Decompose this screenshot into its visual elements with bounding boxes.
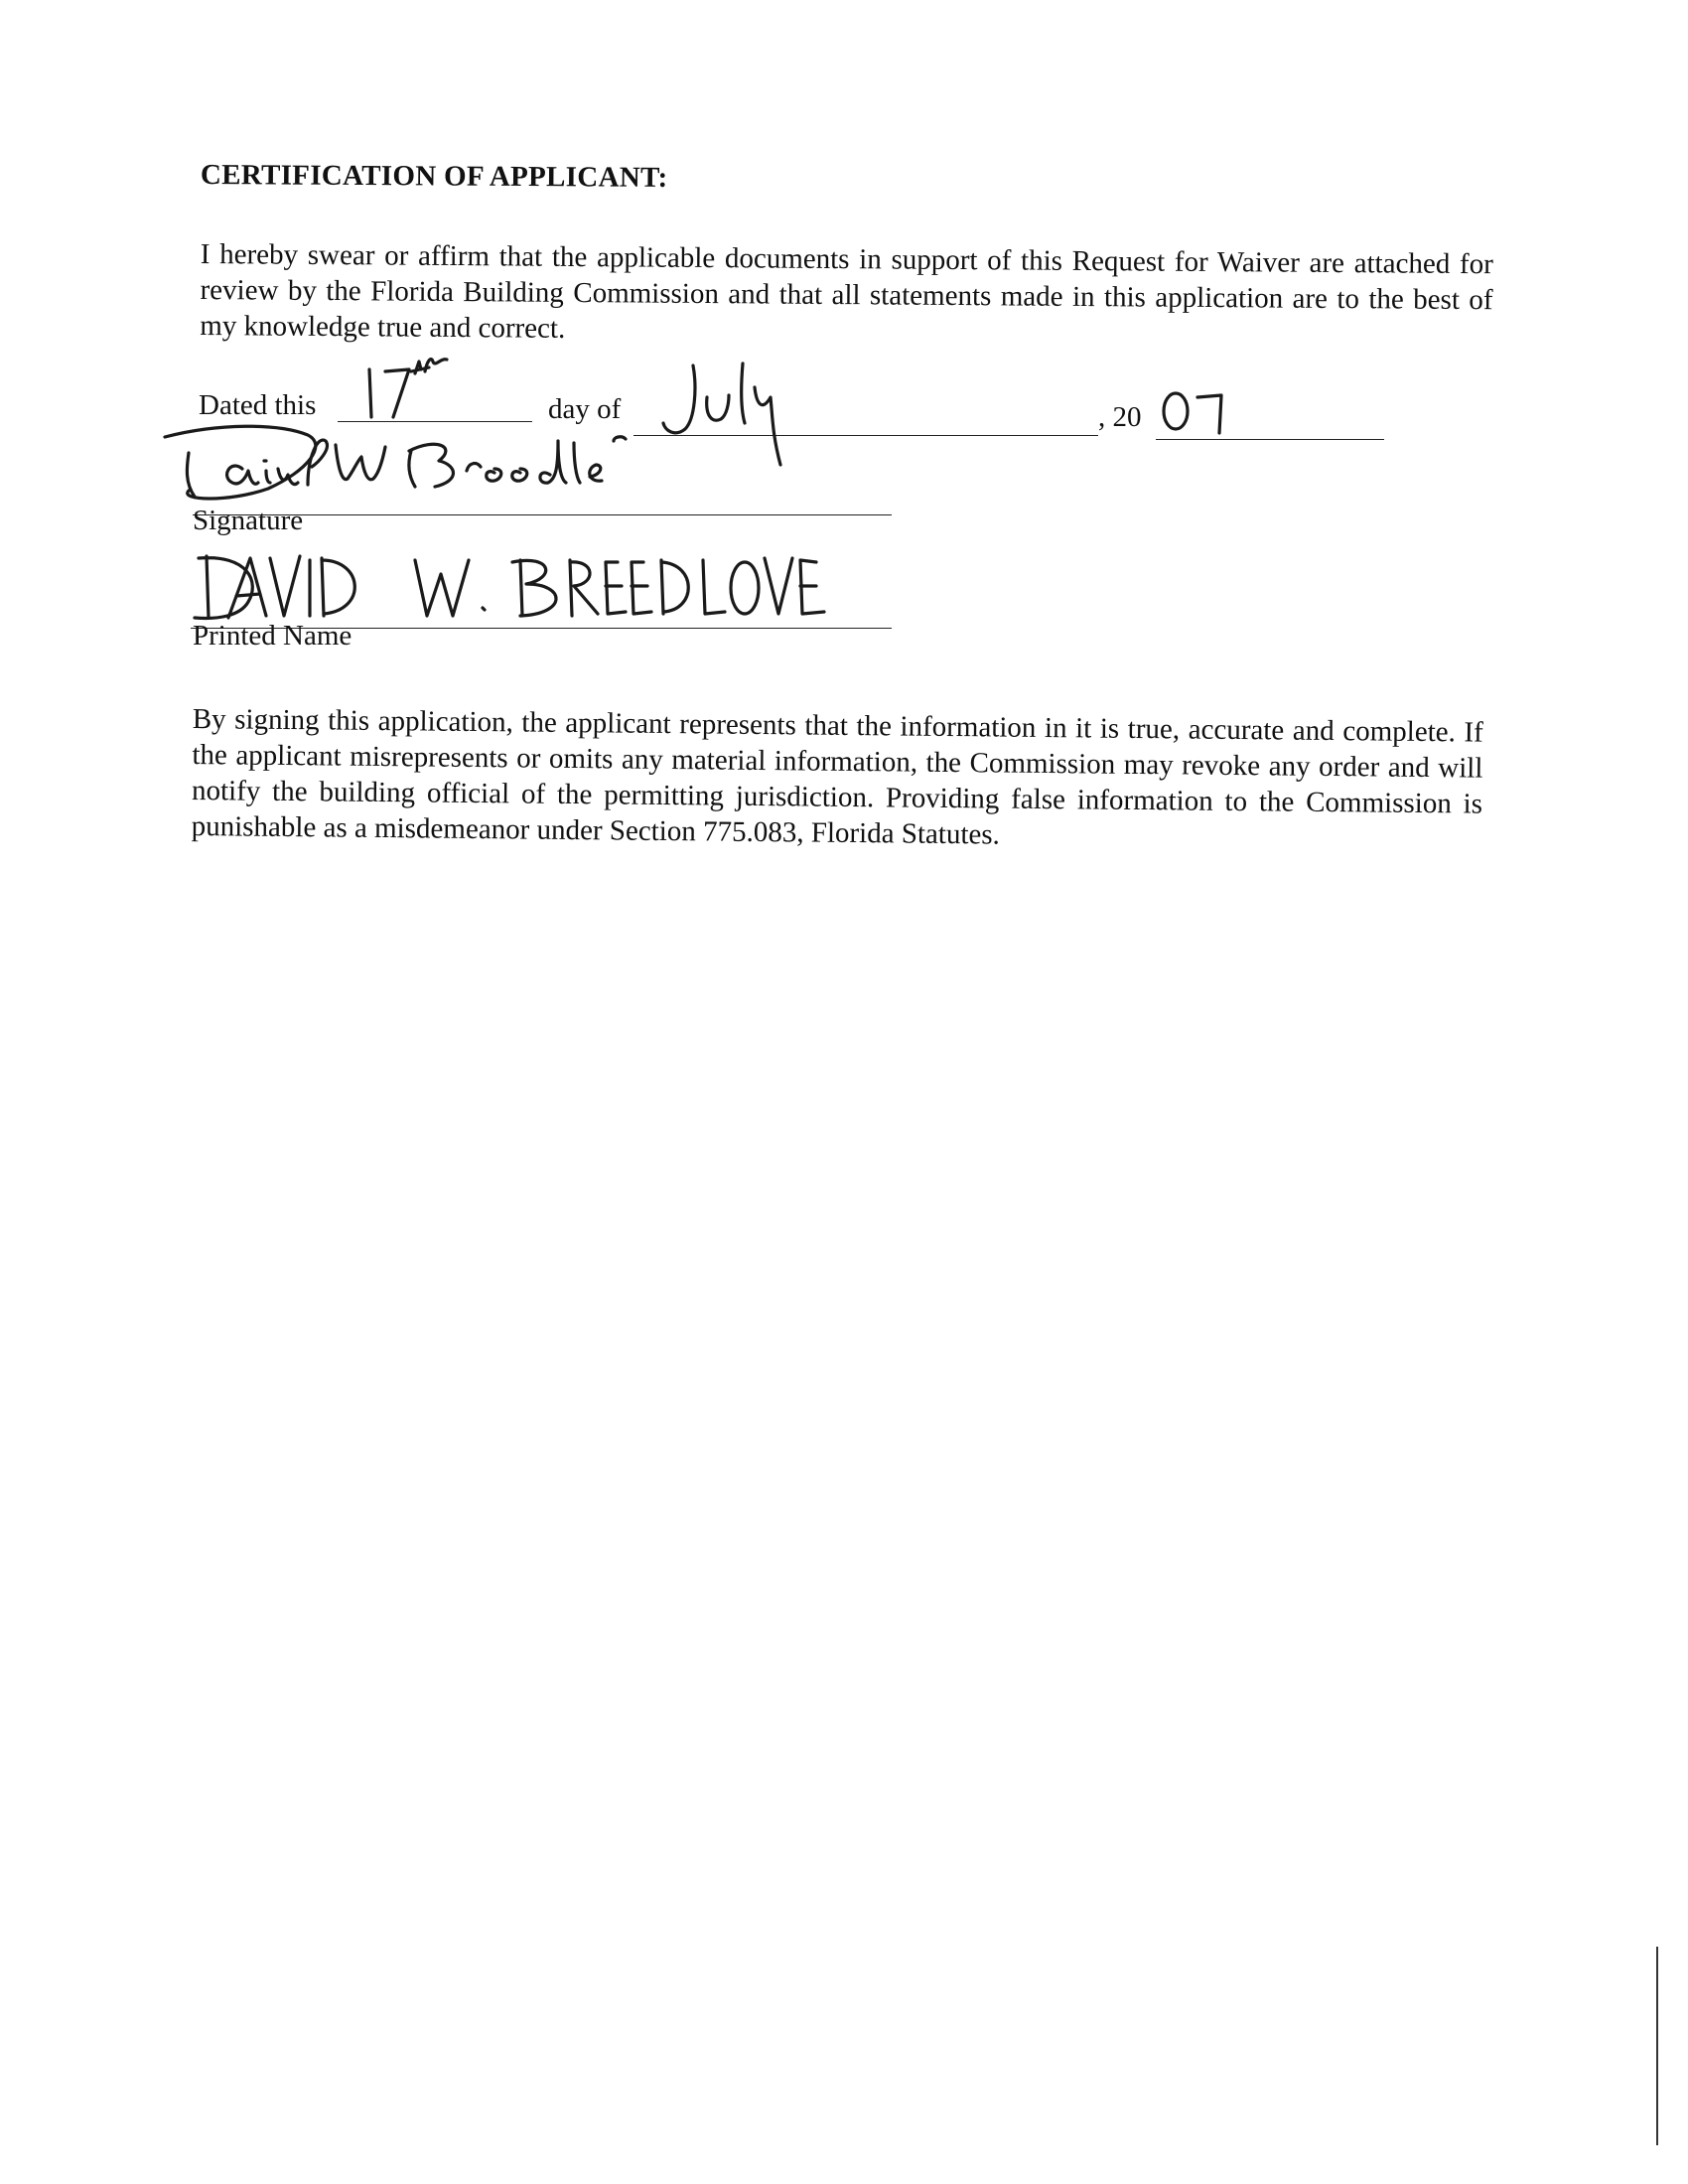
dated-this-label: Dated this [199, 389, 317, 421]
day-of-label: day of [548, 393, 622, 425]
signature-label: Signature [193, 505, 304, 536]
day-handwriting [357, 348, 506, 427]
printed-name-label: Printed Name [193, 620, 352, 652]
year-handwriting [1160, 389, 1239, 439]
disclaimer-paragraph: By signing this application, the applicant represents that the information in it is true, accurate and complete. If the applicant misrepresents or omits any material information, the Commission may revoke any order and will notify the building official of the permitting jurisdiction. Providing false information to the Commission is punishable as a misdemeanor under Section 775.083, Florida Statutes. [191, 702, 1483, 851]
year-prefix-label: , 20 [1098, 401, 1142, 433]
scan-edge-mark [1656, 1947, 1658, 2145]
section-heading: CERTIFICATION OF APPLICANT: [200, 159, 668, 194]
year-handwritten-value [1168, 387, 1169, 388]
certification-statement: I hereby swear or affirm that the applicable documents in support of this Request for Waiver are attached for review by the Florida Building Commission and that all statements made in this application are to the best of my knowledge true and correct. [200, 237, 1493, 345]
year-field-line [1156, 439, 1384, 440]
